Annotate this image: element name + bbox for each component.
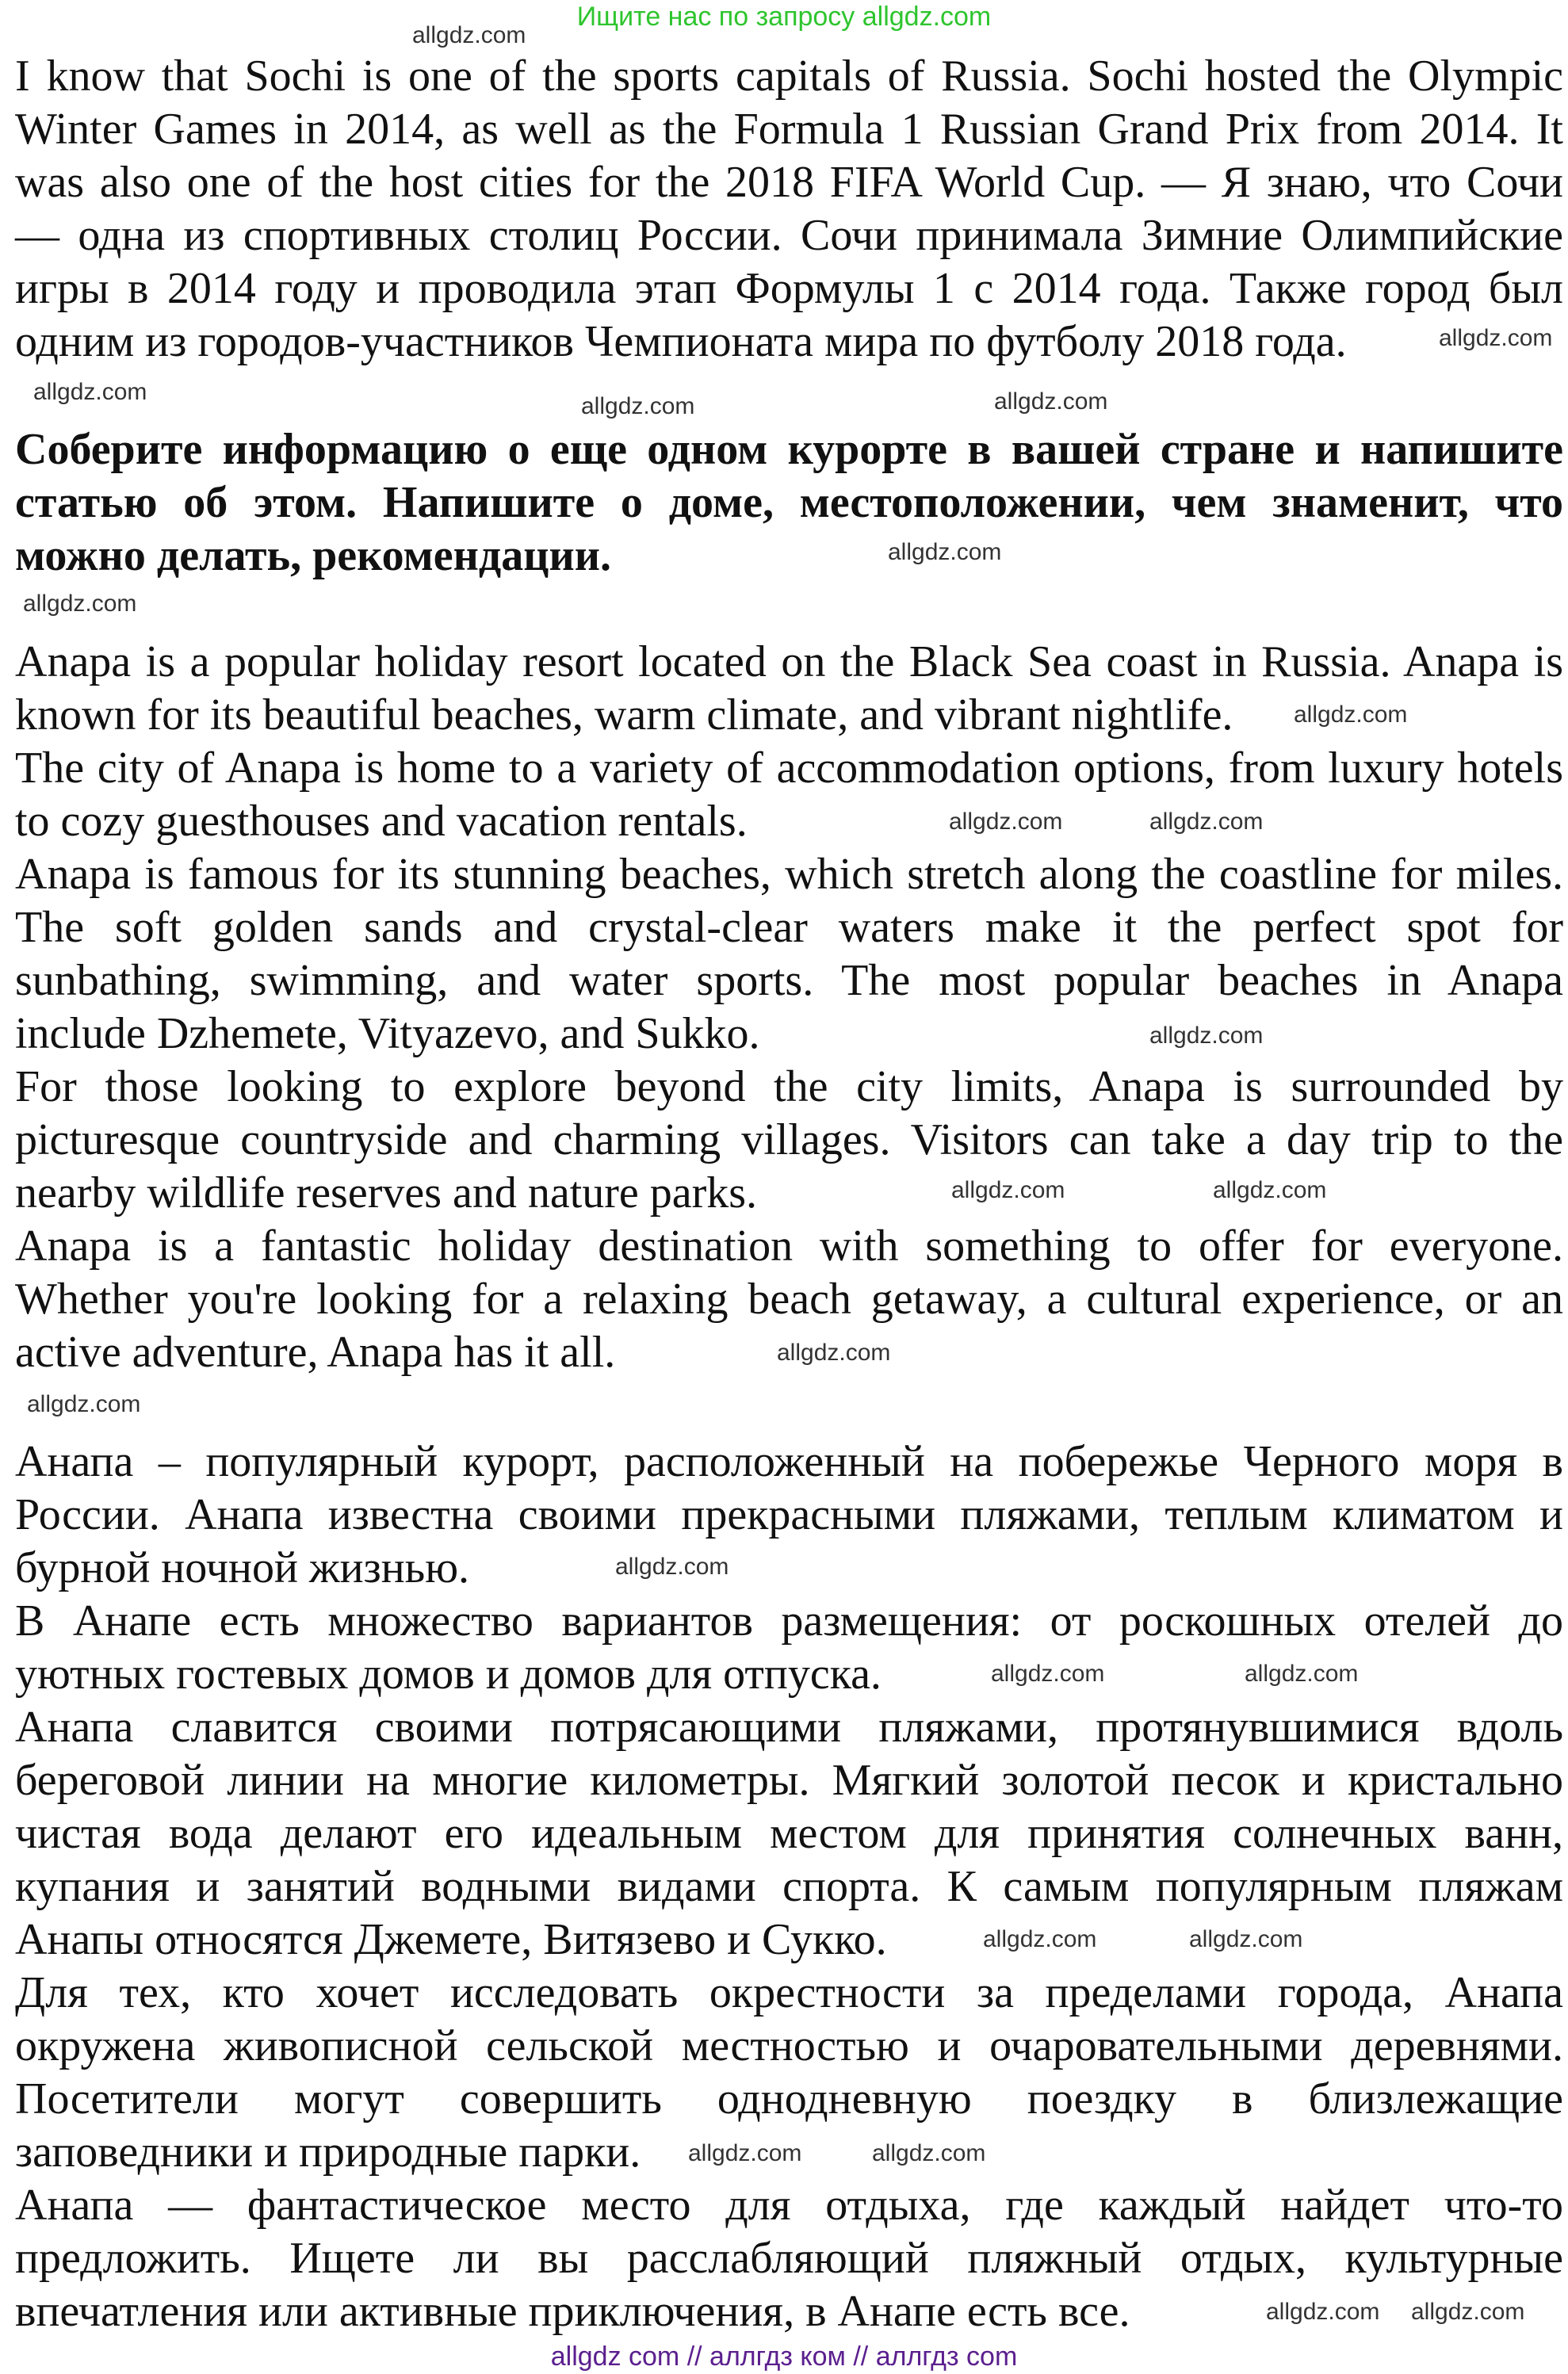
text-line: одним из городов-участников Чемпионата мира по футболу 2018 года. <box>15 317 1347 366</box>
watermark: allgdz.com <box>1149 809 1264 835</box>
intro-text-block <box>15 50 1563 369</box>
watermark: allgdz.com <box>688 2140 802 2166</box>
watermark: allgdz.com <box>581 393 695 419</box>
text-line: active adventure, Anapa has it all. <box>15 1328 616 1377</box>
text-line: Анапа славится своими потрясающими пляжами, протянувшимися вдоль <box>15 1703 1563 1752</box>
watermark: allgdz.com <box>983 1926 1097 1952</box>
text-line: окружена живописной сельской местностью и очаровательными деревнями. <box>15 2021 1563 2070</box>
watermark: allgdz.com <box>949 809 1063 835</box>
text-line: sunbathing, swimming, and water sports. The most popular beaches in Anapa <box>15 956 1563 1005</box>
watermark: allgdz.com <box>1411 2299 1525 2325</box>
text-line: бурной ночной жизнью. <box>15 1543 470 1592</box>
watermark: allgdz.com <box>1294 701 1408 728</box>
watermark: allgdz.com <box>1213 1177 1327 1203</box>
text-line: — одна из спортивных столиц России. Сочи принимала Зимние Олимпийские <box>15 211 1563 260</box>
watermark: allgdz.com <box>1266 2299 1380 2325</box>
text-line: was also one of the host cities for the 2018 FIFA World Cup. — Я знаю, что Сочи <box>15 158 1563 207</box>
text-line: Для тех, кто хочет исследовать окрестности за пределами города, Анапа <box>15 1968 1563 2017</box>
text-line: picturesque countryside and charming villages. Visitors can take a day trip to the <box>15 1115 1563 1164</box>
text-line: статью об этом. Напишите о доме, местоположении, чем знаменит, что <box>15 478 1563 527</box>
text-line: known for its beautiful beaches, warm climate, and vibrant nightlife. <box>15 690 1233 740</box>
watermark: allgdz.com <box>951 1177 1065 1203</box>
watermark: allgdz.com <box>888 539 1002 565</box>
text-line: впечатления или активные приключения, в Анапе есть все. <box>15 2287 1130 2336</box>
text-line: России. Анапа известна своими прекрасными пляжами, теплым климатом и <box>15 1490 1563 1539</box>
text-line: Anapa is famous for its stunning beaches, which stretch along the coastline for miles. <box>15 850 1563 899</box>
paragraph <box>15 1435 1563 1595</box>
watermark: allgdz.com <box>872 2140 986 2166</box>
watermark: allgdz.com <box>1189 1926 1303 1952</box>
text-line: Anapa is a popular holiday resort located on the Black Sea coast in Russia. Anapa is <box>15 637 1563 686</box>
text-line: Посетители могут совершить однодневную поездку в близлежащие <box>15 2074 1563 2124</box>
footer-links: allgdz com // аллгдз ком // аллгдз com <box>550 2342 1018 2372</box>
watermark: allgdz.com <box>991 1661 1105 1687</box>
watermark: allgdz.com <box>994 388 1108 415</box>
text-line: Анапа — фантастическое место для отдыха, где каждый найдет что-то <box>15 2181 1563 2230</box>
text-line: можно делать, рекомендации. <box>15 531 612 580</box>
text-line: Анапа – популярный курорт, расположенный на побережье Черного моря в <box>15 1437 1563 1486</box>
text-line: Anapa is a fantastic holiday destination with something to offer for everyone. <box>15 1221 1563 1271</box>
watermark: allgdz.com <box>1245 1661 1359 1687</box>
watermark: allgdz.com <box>1439 325 1553 351</box>
watermark: allgdz.com <box>615 1554 729 1580</box>
task-heading <box>15 423 1563 583</box>
english-article <box>15 636 1563 1379</box>
watermark: allgdz.com <box>777 1340 891 1366</box>
text-line: The soft golden sands and crystal-clear waters make it the perfect spot for <box>15 903 1563 952</box>
text-line: предложить. Ищете ли вы расслабляющий пляжный отдых, культурные <box>15 2234 1563 2283</box>
text-line: Соберите информацию о еще одном курорте в вашей стране и напишите <box>15 425 1563 474</box>
search-banner: Ищите нас по запросу allgdz.com <box>576 2 992 32</box>
text-line: I know that Sochi is one of the sports capitals of Russia. Sochi hosted the Olympic <box>15 52 1563 101</box>
watermark: allgdz.com <box>33 379 147 405</box>
text-line: игры в 2014 году и проводила этап Формулы 1 с 2014 года. Также город был <box>15 264 1563 313</box>
text-line: береговой линии на многие километры. Мягкий золотой песок и кристально <box>15 1756 1563 1805</box>
paragraph <box>15 1701 1563 1967</box>
text-line: Анапы относятся Джемете, Витязево и Сукко. <box>15 1915 887 1964</box>
russian-article <box>15 1435 1563 2338</box>
text-line: The city of Anapa is home to a variety of accommodation options, from luxury hotels <box>15 744 1563 793</box>
text-line: nearby wildlife reserves and nature parks. <box>15 1168 758 1218</box>
watermark: allgdz.com <box>1149 1023 1264 1049</box>
text-line: include Dzhemete, Vityazevo, and Sukko. <box>15 1009 760 1058</box>
paragraph <box>15 1061 1563 1220</box>
text-line: купания и занятий водными видами спорта. К самым популярным пляжам <box>15 1862 1563 1911</box>
text-line: For those looking to explore beyond the city limits, Anapa is surrounded by <box>15 1062 1563 1111</box>
text-line: Winter Games in 2014, as well as the Formula 1 Russian Grand Prix from 2014. It <box>15 105 1563 154</box>
text-line: to cozy guesthouses and vacation rentals. <box>15 797 748 846</box>
text-line: заповедники и природные парки. <box>15 2127 641 2177</box>
paragraph <box>15 423 1563 583</box>
text-line: чистая вода делают его идеальным местом для принятия солнечных ванн, <box>15 1809 1563 1858</box>
watermark: allgdz.com <box>412 22 526 48</box>
text-line: Whether you're looking for a relaxing beach getaway, a cultural experience, or an <box>15 1275 1563 1324</box>
paragraph <box>15 848 1563 1061</box>
text-line: В Анапе есть множество вариантов размещения: от роскошных отелей до <box>15 1596 1563 1646</box>
watermark: allgdz.com <box>23 591 137 617</box>
paragraph <box>15 50 1563 369</box>
watermark: allgdz.com <box>27 1391 141 1417</box>
text-line: уютных гостевых домов и домов для отпуска. <box>15 1650 882 1699</box>
paragraph <box>15 742 1563 848</box>
